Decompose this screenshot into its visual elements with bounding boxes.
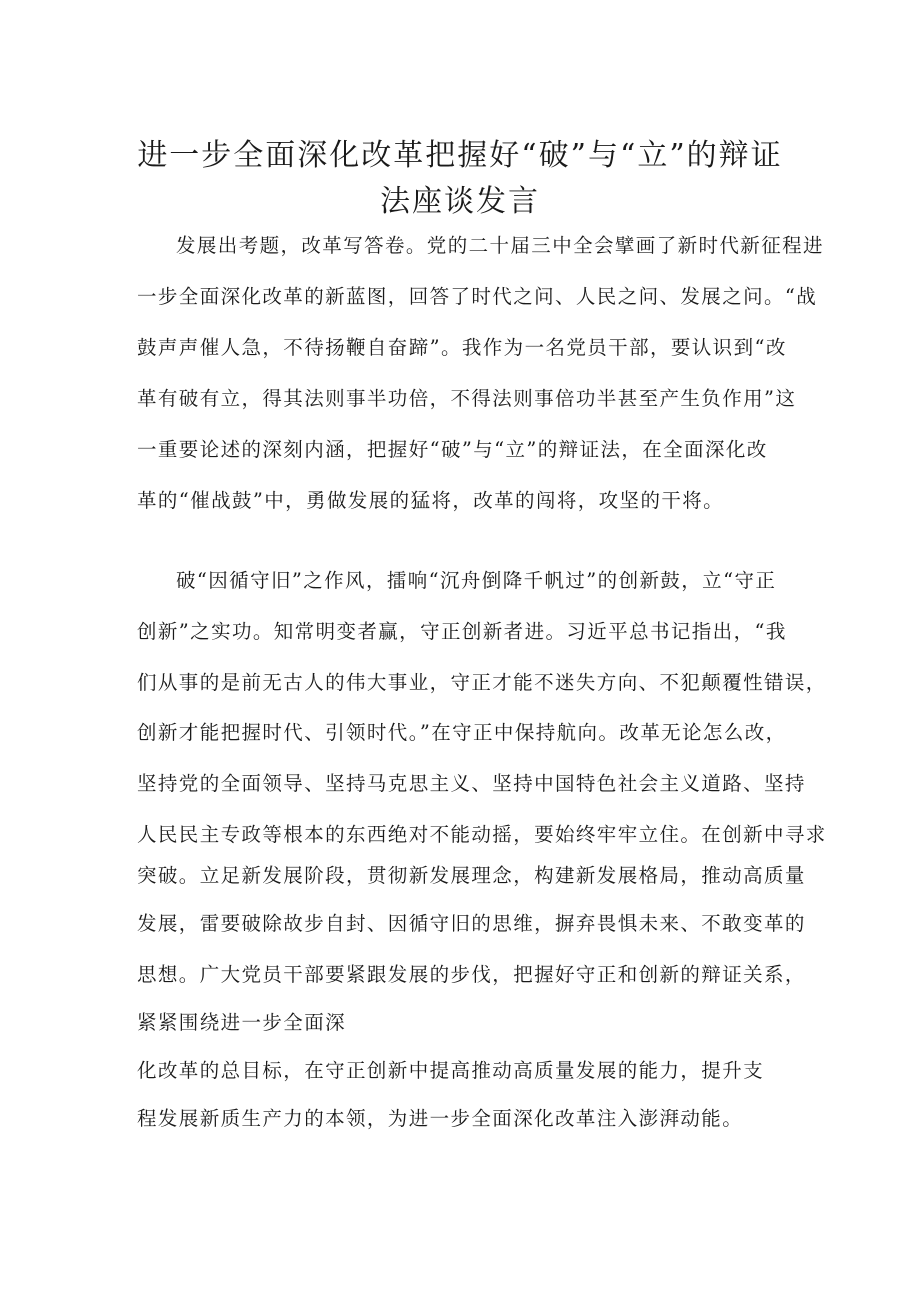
paragraph-2-line: 程发展新质生产力的本领，为进一步全面深化改革注入澎湃动能。 — [137, 1107, 744, 1130]
paragraph-2-line: 破“因循守旧”之作风，擂响“沉舟倒降千帆过”的创新鼓，立“守正 — [176, 569, 777, 592]
paragraph-2-line: 思想。广大党员干部要紧跟发展的步伐，把握好守正和创新的辩证关系， — [137, 963, 806, 986]
paragraph-1-line: 鼓声声催人急，不待扬鞭自奋蹄”。我作为一名党员干部，要认识到“改 — [137, 336, 787, 359]
paragraph-2-line: 人民民主专政等根本的东西绝对不能动摇，要始终牢牢立住。在创新中寻求 — [137, 823, 827, 846]
paragraph-2-line: 坚持党的全面领导、坚持马克思主义、坚持中国特色社会主义道路、坚持 — [137, 772, 806, 795]
paragraph-2-line: 创新”之实功。知常明变者赢，守正创新者进。习近平总书记指出，“我 — [137, 620, 787, 643]
paragraph-2-line: 紧紧围绕进一步全面深 — [137, 1011, 347, 1034]
paragraph-1-line: 一重要论述的深刻内涵，把握好“破”与“立”的辩证法，在全面深化改 — [137, 438, 768, 461]
document-title-line-1: 进一步全面深化改革把握好“破”与“立”的辩证 — [137, 138, 783, 173]
paragraph-2-line: 们从事的是前无古人的伟大事业，守正才能不迷失方向、不犯颠覆性错误， — [137, 671, 827, 694]
paragraph-2-line: 发展，雷要破除故步自封、因循守旧的思维，摒弃畏惧未来、不敢变革的 — [137, 912, 806, 935]
paragraph-2-line: 突破。立足新发展阶段，贯彻新发展理念，构建新发展格局，推动高质量 — [137, 864, 806, 887]
document-title-line-2: 法座谈发言 — [380, 184, 540, 219]
paragraph-1-line: 革有破有立，得其法则事半功倍，不得法则事倍功半甚至产生负作用”这 — [137, 387, 797, 410]
paragraph-1-line: 一步全面深化改革的新蓝图，回答了时代之问、人民之问、发展之问。“战 — [137, 285, 818, 308]
paragraph-2-line: 创新才能把握时代、引领时代。”在守正中保持航向。改革无论怎么改， — [137, 721, 787, 744]
paragraph-1-line: 发展出考题，改革写答卷。党的二十届三中全会擘画了新时代新征程进 — [176, 234, 824, 257]
paragraph-2-line: 化改革的总目标，在守正创新中提高推动高质量发展的能力，提升支 — [137, 1059, 765, 1082]
paragraph-1-line: 革的“催战鼓”中，勇做发展的猛将，改革的闯将，攻坚的干将。 — [137, 489, 725, 512]
